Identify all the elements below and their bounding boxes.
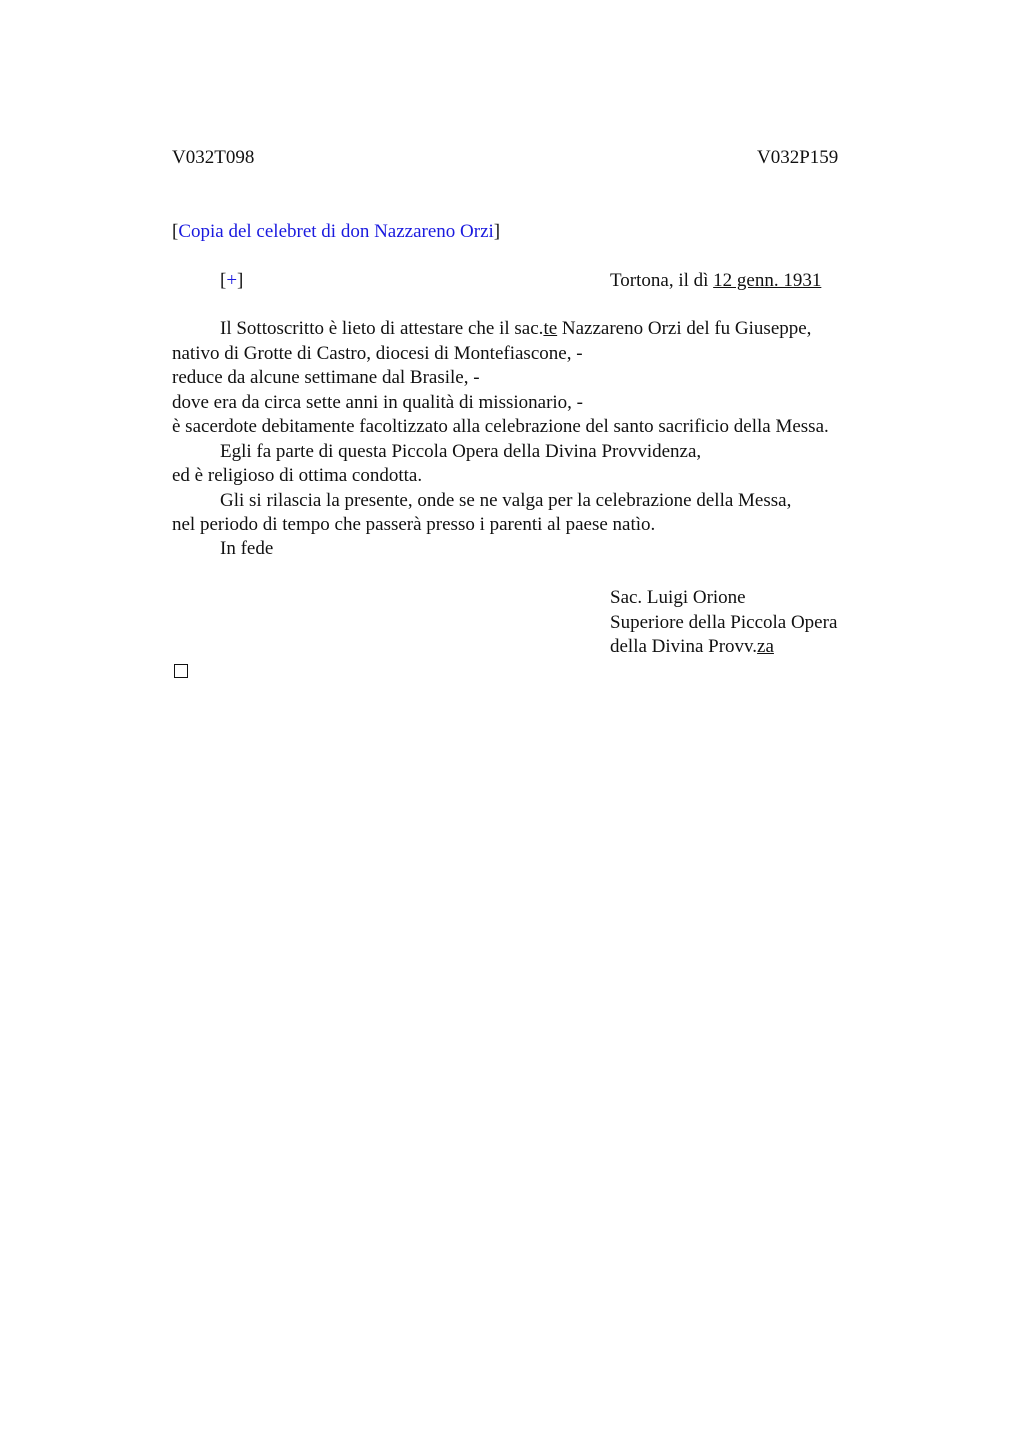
dateline-prefix: Tortona, il dì <box>610 270 714 291</box>
body-line-9: nel periodo di tempo che passerà presso i parenti al paese natìo. <box>172 514 656 535</box>
cross-symbol: + <box>226 270 238 291</box>
dateline <box>610 269 821 293</box>
body-line-7: ed è religioso di ottima condotta. <box>172 465 423 486</box>
signature-role-line-2-abbrev: za <box>757 636 774 657</box>
cross-open-bracket: [ <box>220 270 227 291</box>
header-right-code: V032P159 <box>757 147 839 168</box>
title-close-bracket: ] <box>493 221 501 242</box>
body-line-1 <box>220 317 811 341</box>
body-line-6: Egli fa parte di questa Piccola Opera della Divina Provvidenza, <box>220 441 702 462</box>
signature-role-line-2-a: della Divina Provv. <box>610 636 758 657</box>
signature-role-line-1: Superiore della Piccola Opera <box>610 612 838 633</box>
body-line-2: nativo di Grotte di Castro, diocesi di Montefiascone, - <box>172 343 583 364</box>
body-line-10: In fede <box>220 538 274 559</box>
cross-close-bracket: ] <box>237 270 244 291</box>
body-line-1-b: Nazzareno Orzi del fu Giuseppe, <box>557 318 812 339</box>
body-line-3: reduce da alcune settimane dal Brasile, - <box>172 367 480 388</box>
body-line-4: dove era da circa sette anni in qualità di missionario, - <box>172 392 583 413</box>
editorial-title <box>172 220 500 244</box>
dateline-date: 12 genn. 1931 <box>713 270 822 291</box>
cross-mark <box>220 269 243 293</box>
title-open-bracket: [ <box>172 221 179 242</box>
title-text: Copia del celebret di don Nazzareno Orzi <box>178 221 494 242</box>
signature-name: Sac. Luigi Orione <box>610 587 746 608</box>
body-line-8: Gli si rilascia la presente, onde se ne valga per la celebrazione della Messa, <box>220 490 792 511</box>
signature-role-line-2 <box>610 635 774 659</box>
body-line-1-abbrev: te <box>543 318 558 339</box>
body-line-1-a: Il Sottoscritto è lieto di attestare che il sac. <box>220 318 544 339</box>
body-line-5: è sacerdote debitamente facoltizzato alla celebrazione del santo sacrificio della Messa. <box>172 416 829 437</box>
header-left-code: V032T098 <box>172 147 255 168</box>
end-square-icon <box>174 664 188 678</box>
